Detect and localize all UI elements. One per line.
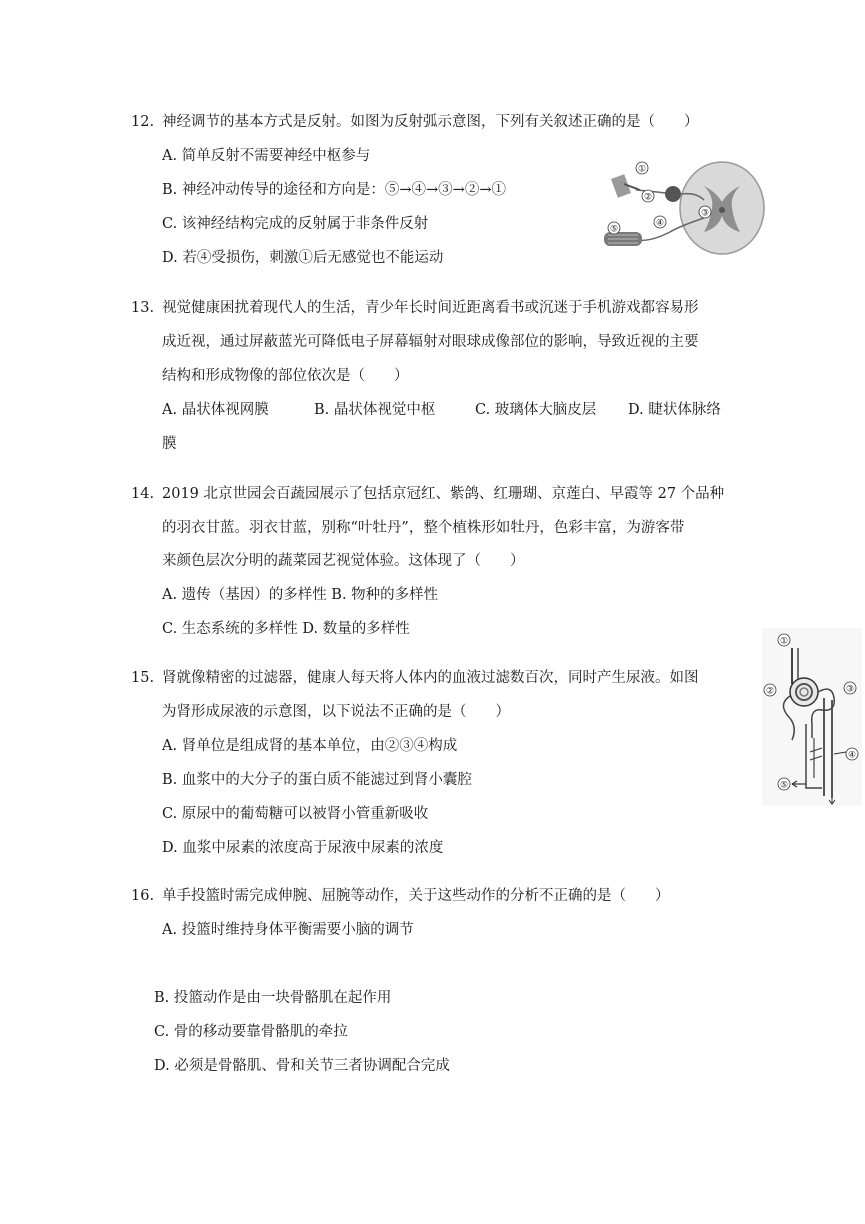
label-3: ③ [700,208,710,219]
label-4: ④ [847,750,857,761]
option-d: D. 血浆中尿素的浓度高于尿液中尿素的浓度 [162,840,444,856]
option-b: B. 神经冲动传导的途径和方向是：⑤→④→③→②→① [162,182,506,198]
question-stem-line: 2019 北京世园会百蔬园展示了包括京冠红、紫鸽、红珊瑚、京莲白、早霞等 27 个品种 [162,486,725,502]
question-stem-line: 肾就像精密的过滤器，健康人每天将人体内的血液过滤数百次，同时产生尿液。如图 [162,670,699,686]
option-cd: C. 生态系统的多样性 D. 数量的多样性 [162,621,410,637]
option-a: A. 投篮时维持身体平衡需要小脑的调节 [162,922,414,938]
question-stem-line: 来颜色层次分明的蔬菜园艺视觉体验。这体现了（ ） [162,553,525,569]
question-number: 12. [131,114,155,130]
question-stem-line: 为肾形成尿液的示意图，以下说法不正确的是（ ） [162,704,510,720]
label-1: ① [637,164,647,175]
option-c: C. 骨的移动要靠骨骼肌的牵拉 [154,1024,348,1040]
label-5: ⑤ [779,780,789,791]
nephron-diagram [762,628,862,806]
option-a: A. 简单反射不需要神经中枢参与 [162,148,371,164]
option-c: C. 该神经结构完成的反射属于非条件反射 [162,216,429,232]
option-d: D. 必须是骨骼肌、骨和关节三者协调配合完成 [154,1058,450,1074]
label-1: ① [779,636,789,647]
label-3: ③ [845,684,855,695]
question-number: 15. [131,670,155,686]
question-stem-line: 视觉健康困扰着现代人的生活，青少年长时间近距离看书或沉迷于手机游戏都容易形 [162,300,699,316]
option-ab: A. 遗传（基因）的多样性 B. 物种的多样性 [162,587,439,603]
option-d: D. 若④受损伤，刺激①后无感觉也不能运动 [162,250,444,266]
question-number: 16. [131,888,155,904]
label-2: ② [643,192,653,203]
option-b: B. 血浆中的大分子的蛋白质不能滤过到肾小囊腔 [162,772,472,788]
label-2: ② [765,686,775,697]
question-number: 14. [131,486,155,502]
option-c: C. 原尿中的葡萄糖可以被肾小管重新吸收 [162,806,429,822]
option-c: C. 玻璃体大脑皮层 [475,402,597,418]
option-b: B. 投篮动作是由一块骨骼肌在起作用 [154,990,392,1006]
question-number: 13. [131,300,155,316]
question-stem-line: 成近视，通过屏蔽蓝光可降低电子屏幕辐射对眼球成像部位的影响，导致近视的主要 [162,334,699,350]
question-stem-line: 结构和形成物像的部位依次是（ ） [162,368,409,384]
label-4: ④ [655,218,665,229]
question-stem-line: 的羽衣甘蓝。羽衣甘蓝，别称“叶牡丹”，整个植株形如牡丹，色彩丰富，为游客带 [162,520,685,536]
option-d: D. 睫状体脉络 [628,402,721,418]
option-a: A. 肾单位是组成肾的基本单位，由②③④构成 [162,738,458,754]
question-stem: 单手投篮时需完成伸腕、屈腕等动作，关于这些动作的分析不正确的是（ ） [162,888,670,904]
option-b: B. 晶状体视觉中枢 [314,402,436,418]
reflex-arc-diagram [600,156,770,262]
question-stem: 神经调节的基本方式是反射。如图为反射弧示意图，下列有关叙述正确的是（ ） [162,114,699,130]
label-5: ⑤ [609,224,619,235]
option-a: A. 晶状体视网膜 [162,402,269,418]
option-d-wrap: 膜 [162,436,177,452]
